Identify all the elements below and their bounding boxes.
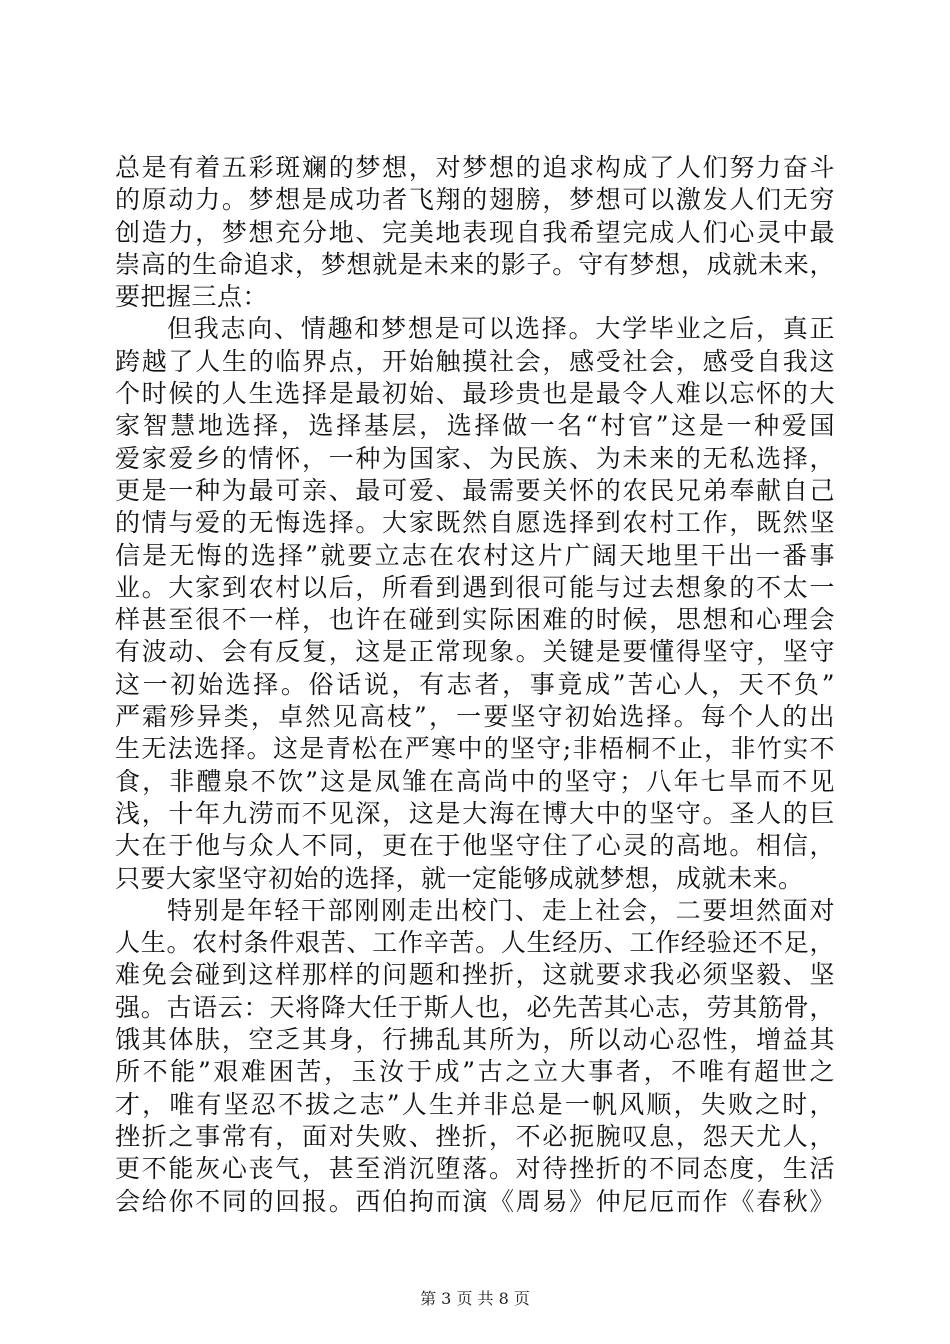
text-line: 总是有着五彩斑斓的梦想，对梦想的追求构成了人们努力奋斗	[115, 153, 835, 182]
text-line: 这一初始选择。俗话说，有志者，事竟成”苦心人，天不负”	[115, 669, 835, 699]
text-line: 创造力，梦想充分地、完美地表现自我希望完成人们心灵中最	[115, 217, 835, 247]
text-line: 所不能”艰难困苦，玉汝于成”古之立大事者，不唯有超世之	[115, 1057, 835, 1087]
text-line: 浅，十年九涝而不见深，这是大海在博大中的坚守。圣人的巨	[115, 798, 835, 828]
text-line: 大在于他与众人不同，更在于他坚守住了心灵的高地。相信，	[115, 831, 835, 861]
text-line: 的原动力。梦想是成功者飞翔的翅膀，梦想可以激发人们无穷	[115, 185, 835, 215]
text-line: 会给你不同的回报。西伯拘而演《周易》仲尼厄而作《春秋》	[115, 1186, 835, 1216]
text-line: 的情与爱的无悔选择。大家既然自愿选择到农村工作，既然坚	[115, 508, 835, 538]
text-line: 挫折之事常有，面对失败、挫折，不必扼腕叹息，怨天尤人，	[115, 1121, 835, 1151]
text-line: 食，非醴泉不饮”这是凤雏在高尚中的坚守；八年七旱而不见	[115, 766, 835, 796]
text-line: 有波动、会有反复，这是正常现象。关键是要懂得坚守，坚守	[115, 637, 835, 667]
text-line: 人生。农村条件艰苦、工作辛苦。人生经历、工作经验还不足，	[115, 928, 835, 958]
text-line: 难免会碰到这样那样的问题和挫折，这就要求我必须坚毅、坚	[115, 960, 835, 990]
text-line: 个时候的人生选择是最初始、最珍贵也是最令人难以忘怀的大	[115, 379, 835, 409]
text-line: 崇高的生命追求，梦想就是未来的影子。守有梦想，成就未来，	[115, 249, 835, 279]
text-line: 爱家爱乡的情怀，一种为国家、为民族、为未来的无私选择，	[115, 443, 835, 473]
text-line: 但我志向、情趣和梦想是可以选择。大学毕业之后，真正	[167, 314, 835, 344]
document-body	[115, 152, 835, 1218]
text-line: 生无法选择。这是青松在严寒中的坚守;非梧桐不止，非竹实不	[115, 734, 835, 764]
text-line: 要把握三点：	[115, 282, 269, 312]
text-line: 特别是年轻干部刚刚走出校门、走上社会，二要坦然面对	[167, 895, 835, 925]
text-line: 严霜殄异类，卓然见高枝”，一要坚守初始选择。每个人的出	[115, 702, 835, 732]
text-line: 家智慧地选择，选择基层，选择做一名“村官”这是一种爱国	[115, 411, 835, 441]
text-line: 强。古语云：天将降大任于斯人也，必先苦其心志，劳其筋骨，	[115, 992, 835, 1022]
text-line: 更不能灰心丧气，甚至消沉堕落。对待挫折的不同态度，生活	[115, 1154, 835, 1184]
text-line: 只要大家坚守初始的选择，就一定能够成就梦想，成就未来。	[115, 863, 804, 893]
text-line: 业。大家到农村以后，所看到遇到很可能与过去想象的不太一	[115, 572, 835, 602]
text-line: 跨越了人生的临界点，开始触摸社会，感受社会，感受自我这	[115, 346, 835, 376]
text-line: 信是无悔的选择”就要立志在农村这片广阔天地里干出一番事	[115, 540, 835, 570]
text-line: 更是一种为最可亲、最可爱、最需要关怀的农民兄弟奉献自己	[115, 475, 835, 505]
text-line: 样甚至很不一样，也许在碰到实际困难的时候，思想和心理会	[115, 605, 835, 635]
text-line: 饿其体肤，空乏其身，行拂乱其所为，所以动心忍性，增益其	[115, 1025, 835, 1055]
page-footer: 第 3 页 共 8 页	[420, 1289, 530, 1308]
text-line: 才，唯有坚忍不拔之志”人生并非总是一帆风顺，失败之时，	[115, 1089, 835, 1119]
